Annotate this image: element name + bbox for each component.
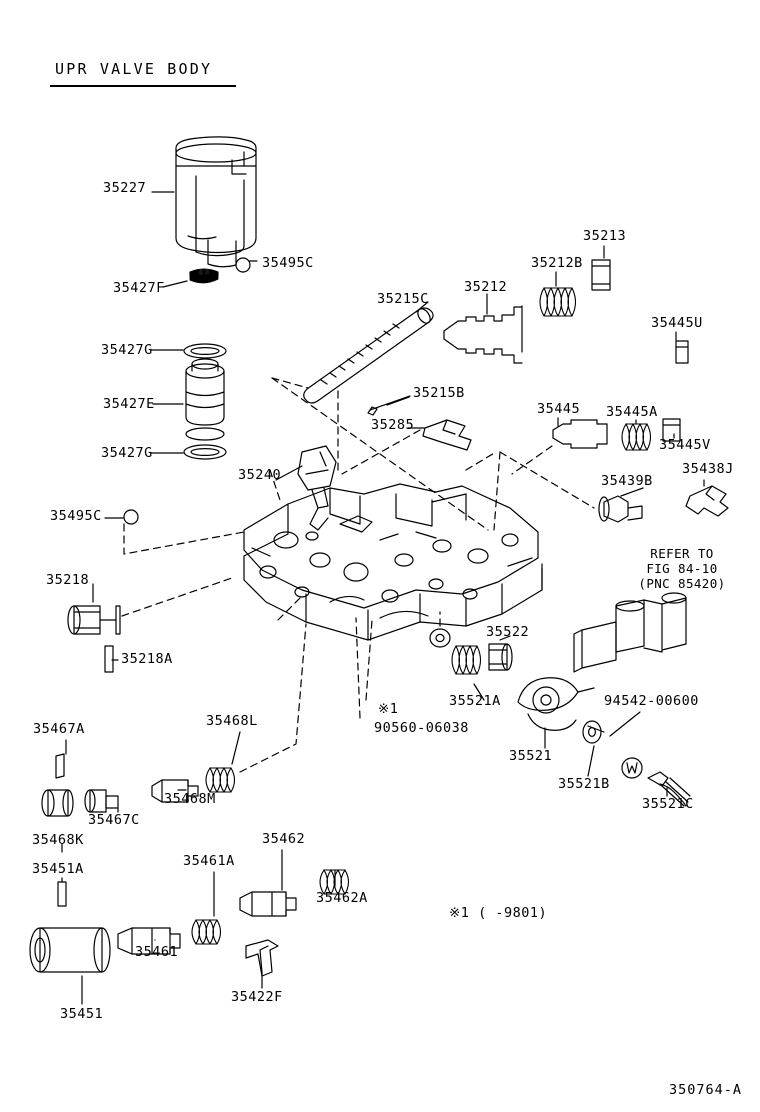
part-label-35495c-top: 35495C bbox=[262, 255, 314, 271]
part-label-35212b: 35212B bbox=[531, 255, 583, 271]
part-label-35422f: 35422F bbox=[231, 989, 283, 1005]
part-label-35445: 35445 bbox=[537, 401, 581, 417]
figure-number: 350764-A bbox=[668, 1082, 742, 1098]
refer-to-note-line1: REFER TO bbox=[650, 546, 714, 561]
part-label-35467a: 35467A bbox=[33, 721, 85, 737]
part-label-35213: 35213 bbox=[583, 228, 627, 244]
refer-to-note-line2: FIG 84-10 bbox=[646, 561, 718, 576]
part-label-35461: 35461 bbox=[135, 944, 179, 960]
part-label-35285: 35285 bbox=[371, 417, 415, 433]
part-label-35218a: 35218A bbox=[121, 651, 173, 667]
part-label-35445a: 35445A bbox=[606, 404, 658, 420]
part-label-35427g-lower: 35427G bbox=[101, 445, 153, 461]
part-label-35521b: 35521B bbox=[558, 776, 610, 792]
part-label-35521c: 35521C bbox=[642, 796, 694, 812]
part-label-35445v: 35445V bbox=[659, 437, 711, 453]
part-label-35438j: 35438J bbox=[682, 461, 734, 477]
part-label-35461a: 35461A bbox=[183, 853, 235, 869]
part-label-35462a: 35462A bbox=[316, 890, 368, 906]
part-label-35427e: 35427E bbox=[103, 396, 155, 412]
part-label-35215c: 35215C bbox=[377, 291, 429, 307]
part-label-35240: 35240 bbox=[238, 467, 282, 483]
part-label-35427g-upper: 35427G bbox=[101, 342, 153, 358]
part-label-35227: 35227 bbox=[103, 180, 147, 196]
part-label-35521a: 35521A bbox=[449, 693, 501, 709]
part-label-35468l: 35468L bbox=[206, 713, 258, 729]
page-title: UPR VALVE BODY bbox=[55, 60, 213, 78]
refer-to-note-line3: (PNC 85420) bbox=[638, 576, 726, 591]
callout-note-marker: ※1 bbox=[378, 701, 399, 717]
part-label-35215b: 35215B bbox=[413, 385, 465, 401]
part-label-35521: 35521 bbox=[509, 748, 553, 764]
part-label-35467c: 35467C bbox=[88, 812, 140, 828]
part-label-35439b: 35439B bbox=[601, 473, 653, 489]
footnote: ※1 ( -9801) bbox=[449, 905, 548, 921]
part-label-35468m: 35468M bbox=[164, 791, 216, 807]
part-label-35445u: 35445U bbox=[651, 315, 703, 331]
part-label-35218: 35218 bbox=[46, 572, 90, 588]
part-label-35427f: 35427F bbox=[113, 280, 165, 296]
part-label-35522: 35522 bbox=[486, 624, 530, 640]
callout-note-partno: 90560-06038 bbox=[374, 720, 469, 736]
part-label-35462: 35462 bbox=[262, 831, 306, 847]
part-label-35451: 35451 bbox=[60, 1006, 104, 1022]
part-label-94542-00600: 94542-00600 bbox=[604, 693, 699, 709]
part-label-35212: 35212 bbox=[464, 279, 508, 295]
part-label-35495c-left: 35495C bbox=[50, 508, 102, 524]
part-label-35468k: 35468K bbox=[32, 832, 84, 848]
title-underline bbox=[50, 85, 236, 87]
part-label-35451a: 35451A bbox=[32, 861, 84, 877]
